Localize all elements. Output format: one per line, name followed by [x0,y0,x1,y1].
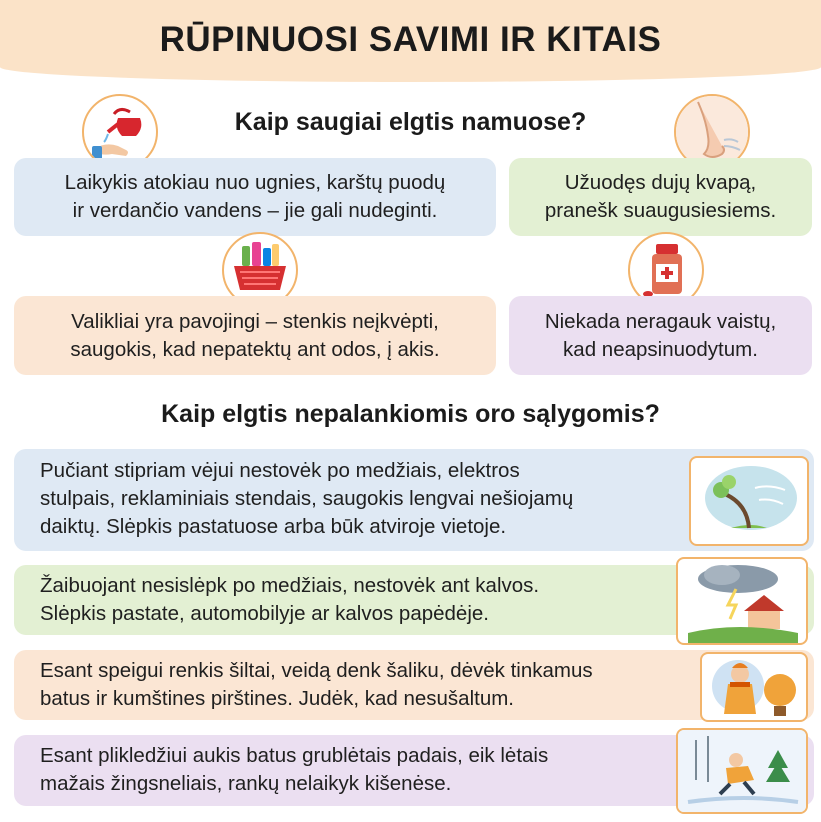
weather-tip-lightning-line2: Slėpkis pastate, automobilyje ar kalvos papėdėje. [40,602,489,625]
home-tip-fire-line2: ir verdančio vandens – jie gali nudeginti. [72,199,438,222]
weather-tip-frost-line1: Esant speigui renkis šiltai, veidą denk šaliku, dėvėk tinkamus [40,659,593,682]
home-tip-cleaners-line2: saugokis, kad nepatektų ant odos, į akis. [70,337,440,361]
home-tip-gas [509,158,812,236]
home-tip-medicine-line2: kad neapsinuodytum. [563,337,758,361]
weather-tip-lightning-line1: Žaibuojant nesislėpk po medžiais, nestovėk ant kalvos. [40,574,540,597]
home-tip-cleaners-line1: Valikliai yra pavojingi – stenkis neįkvėpti, [71,309,439,333]
home-tip-gas-line2: pranešk suaugusiesiems. [544,199,777,222]
winter-child-icon [700,652,808,722]
weather-tip-frost-line2: batus ir kumštines pirštines. Judėk, kad nesušaltum. [40,687,514,710]
weather-tip-wind-line2: stulpais, reklaminiais stendais, saugokis lengvai nešiojamų [40,487,574,510]
weather-tip-wind-line1: Pučiant stipriam vėjui nestovėk po medžiais, elektros [40,459,520,482]
weather-tip-wind-line3: daiktų. Slėpkis pastatuose arba būk atviroje vietoje. [40,515,507,538]
section-title-weather: Kaip elgtis nepalankiomis oro sąlygomis? [161,400,660,428]
windy-tree-icon [689,456,809,546]
home-tip-cleaners [14,296,496,375]
home-tip-medicine [509,296,812,375]
home-tip-gas-line1: Užuodęs dujų kvapą, [564,171,757,194]
weather-tip-ice-line1: Esant plikledžiui aukis batus grublėtais padais, eik lėtais [40,744,549,767]
home-tip-fire-line1: Laikykis atokiau nuo ugnies, karštų puodų [64,171,446,194]
header-banner [0,0,821,82]
weather-tip-frost [14,650,814,720]
home-tip-fire [14,158,496,236]
section-title-home: Kaip saugiai elgtis namuose? [234,108,587,136]
ice-slip-icon [676,728,808,814]
lightning-storm-icon [676,557,808,645]
page-title: RŪPINUOSI SAVIMI IR KITAIS [159,20,662,59]
home-tip-medicine-line1: Niekada neragauk vaistų, [544,309,777,333]
weather-tip-ice-line2: mažais žingsneliais, rankų nelaikyk kišenėse. [40,772,452,795]
